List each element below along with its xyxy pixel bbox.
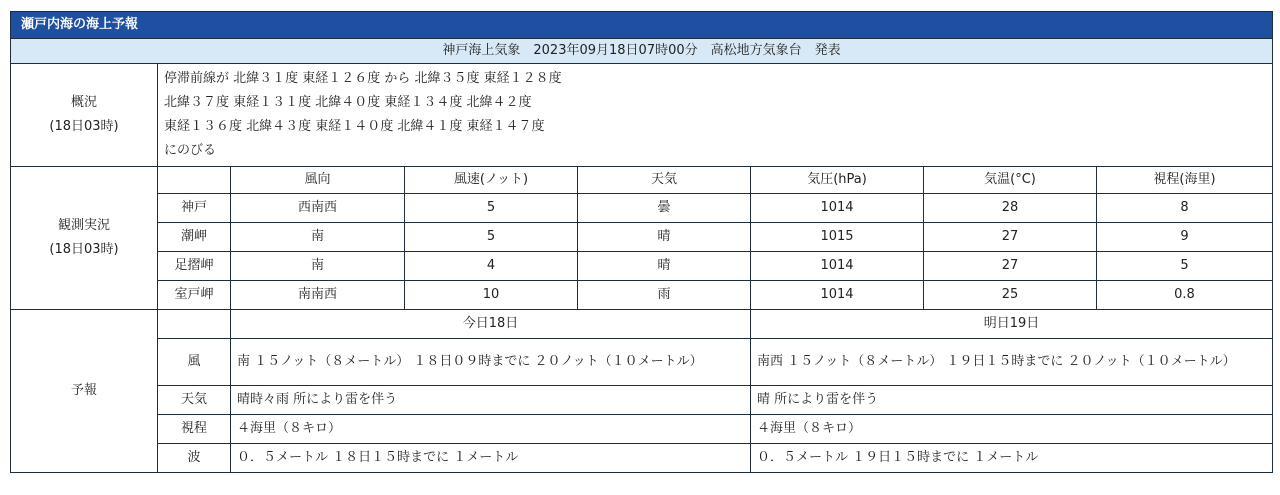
forecast-tomorrow: 南西 １５ノット（８メートル） １９日１５時までに ２０ノット（１０メートル） [751, 339, 1273, 386]
observations-corner [158, 167, 231, 194]
obs-cell: 0.8 [1097, 281, 1273, 310]
forecast-today: ４海里（８キロ） [231, 415, 751, 444]
table-row [11, 223, 1273, 252]
station-name: 潮岬 [158, 223, 231, 252]
table-row [11, 194, 1273, 223]
forecast-day-header: 明日19日 [751, 310, 1273, 339]
overview-text [158, 64, 1273, 167]
forecast-panel [10, 11, 1272, 473]
obs-cell: 1015 [751, 223, 924, 252]
forecast-label: 予報 [11, 310, 158, 473]
obs-cell: 晴 [578, 252, 751, 281]
table-row [11, 281, 1273, 310]
forecast-item: 視程 [158, 415, 231, 444]
forecast-today: 南 １５ノット（８メートル） １８日０９時までに ２０ノット（１０メートル） [231, 339, 751, 386]
obs-cell: 南南西 [231, 281, 405, 310]
overview-line: 停滞前線が 北緯３１度 東経１２６度 から 北緯３５度 東経１２８度 [164, 71, 562, 86]
forecast-tomorrow: ４海里（８キロ） [751, 415, 1273, 444]
table-row [11, 252, 1273, 281]
column-header: 気圧(hPa) [751, 167, 924, 194]
obs-cell: 5 [405, 194, 578, 223]
overview-line: 東経１３６度 北緯４３度 東経１４０度 北緯４１度 東経１４７度 [164, 119, 545, 134]
forecast-tomorrow: ０．５メートル １９日１５時までに １メートル [751, 444, 1273, 473]
forecast-today: 晴時々雨 所により雷を伴う [231, 386, 751, 415]
obs-cell: 5 [405, 223, 578, 252]
forecast-day-header: 今日18日 [231, 310, 751, 339]
overview-line: 北緯３７度 東経１３１度 北緯４０度 東経１３４度 北緯４２度 [164, 95, 532, 110]
column-header: 風向 [231, 167, 405, 194]
forecast-corner [158, 310, 231, 339]
column-header: 風速(ノット) [405, 167, 578, 194]
table-row [11, 415, 1273, 444]
obs-cell: 8 [1097, 194, 1273, 223]
obs-cell: 1014 [751, 252, 924, 281]
forecast-item: 波 [158, 444, 231, 473]
obs-cell: 10 [405, 281, 578, 310]
obs-cell: 5 [1097, 252, 1273, 281]
obs-cell: 南 [231, 223, 405, 252]
overview-label-cell [11, 64, 158, 167]
obs-cell: 25 [924, 281, 1097, 310]
obs-cell: 1014 [751, 281, 924, 310]
observations-label-cell [11, 167, 158, 310]
observations-time: (18日03時) [49, 242, 119, 257]
table-row [11, 444, 1273, 473]
forecast-today: ０．５メートル １８日１５時までに １メートル [231, 444, 751, 473]
column-header: 天気 [578, 167, 751, 194]
obs-cell: 27 [924, 252, 1097, 281]
overview-line: にのびる [164, 143, 217, 158]
forecast-tomorrow: 晴 所により雷を伴う [751, 386, 1273, 415]
obs-cell: 28 [924, 194, 1097, 223]
obs-cell: 27 [924, 223, 1097, 252]
forecast-item: 風 [158, 339, 231, 386]
page-title: 瀬戸内海の海上予報 [11, 12, 1273, 39]
obs-cell: 雨 [578, 281, 751, 310]
overview-time: (18日03時) [49, 119, 119, 134]
observations-label: 観測実況 [57, 218, 110, 233]
obs-cell: 晴 [578, 223, 751, 252]
overview-label: 概況 [70, 95, 97, 110]
column-header: 気温(°C) [924, 167, 1097, 194]
column-header: 視程(海里) [1097, 167, 1273, 194]
obs-cell: 4 [405, 252, 578, 281]
table-row [11, 339, 1273, 386]
obs-cell: 西南西 [231, 194, 405, 223]
station-name: 室戸岬 [158, 281, 231, 310]
obs-cell: 曇 [578, 194, 751, 223]
table-row [11, 386, 1273, 415]
marine-forecast-table [10, 11, 1273, 473]
obs-cell: 1014 [751, 194, 924, 223]
station-name: 足摺岬 [158, 252, 231, 281]
obs-cell: 南 [231, 252, 405, 281]
station-name: 神戸 [158, 194, 231, 223]
issue-info: 神戸海上気象 2023年09月18日07時00分 高松地方気象台 発表 [11, 39, 1273, 64]
forecast-item: 天気 [158, 386, 231, 415]
obs-cell: 9 [1097, 223, 1273, 252]
